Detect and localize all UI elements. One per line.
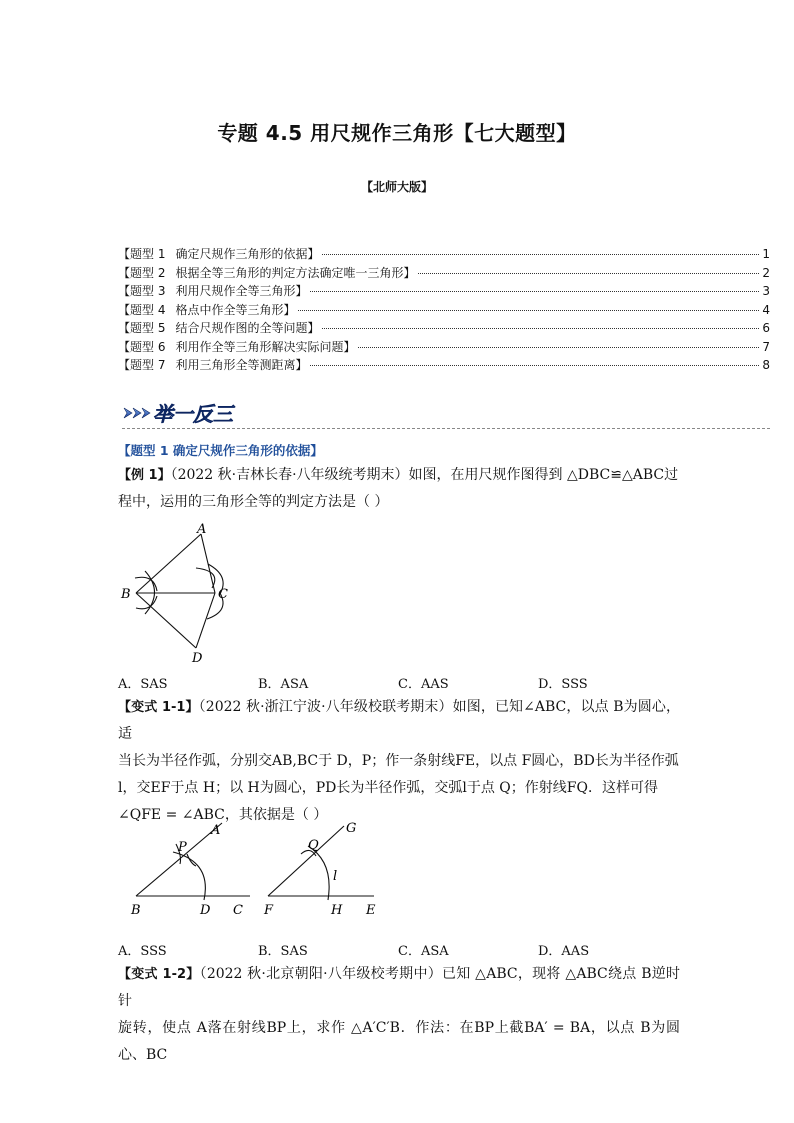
toc-item[interactable]: 【题型 3 利用尺规作全等三角形】 3 [118,284,770,298]
point-label-D: D [192,651,203,666]
toc-page-number: 1 [762,247,770,261]
toc-item[interactable]: 【题型 7 利用三角形全等测距离】 8 [118,358,770,372]
point-label-D: D [200,903,211,918]
divider [122,428,770,429]
variant-1-1-text: 【变式 1-1】（2022 秋·浙江宁波·八年级校联考期末）如图，已知∠ABC，以点 B为圆心，适 当长为半径作弧，分别交AB,BC于 D，P；作一条射线FE，以点 F圆心，BD长为半径作弧 l，交EF于点 H；以 H为圆心，PD长为半径作弧，交弧l于点 Q；作射线FQ．这样可得 ∠QFE = ∠ABC，其依据是（ ） [118,699,680,823]
point-label-C: C [218,587,228,602]
toc-page-number: 8 [762,358,770,372]
arc-label-l: l [333,869,338,884]
point-label-P: P [178,840,187,855]
choice-d[interactable]: D．AAS [538,944,590,959]
choice-c[interactable]: C．AAS [398,677,449,692]
toc-item[interactable]: 【题型 4 格点中作全等三角形】 4 [118,302,770,317]
choice-c[interactable]: C．ASA [398,944,449,959]
toc-item[interactable]: 【题型 1 确定尺规作三角形的依据】 1 [118,247,770,261]
toc-item[interactable]: 【题型 5 结合尺规作图的全等问题】 6 [118,321,770,335]
table-of-contents [118,245,770,375]
choice-b[interactable]: B．SAS [258,944,308,959]
variant-tag: 【变式 1-1】 [118,700,199,715]
toc-page-number: 3 [762,284,770,298]
section-heading: 【题型 1 确定尺规作三角形的依据】 [118,443,323,458]
variant-1-2-text: 【变式 1-2】（2022 秋·北京朝阳·八年级校考期中）已知 △ABC，现将 △ABC绕点 B逆时针 旋转，使点 A落在射线BP上，求作 △A′C′B．作法：在BP上截BA′ = BA，以点 B为圆心、BC [118,966,681,1063]
point-label-E: E [366,903,376,918]
point-label-C: C [233,903,243,918]
point-label-H: H [331,903,343,918]
example-1-figure [112,516,242,666]
choice-d[interactable]: D．SSS [538,677,588,692]
toc-page-number: 7 [762,339,770,354]
point-label-B: B [121,587,131,602]
choice-a[interactable]: A．SSS [118,944,167,959]
point-label-A: A [197,522,207,537]
point-label-B: B [131,903,141,918]
example-tag: 【例 1】 [118,468,171,483]
point-label-A: A [211,823,221,838]
variant-tag: 【变式 1-2】 [118,967,200,982]
banner-text: 举一反三 [153,402,233,426]
point-label-G: G [346,821,357,836]
toc-item[interactable]: 【题型 6 利用作全等三角形解决实际问题】 7 [118,339,770,354]
section-banner [122,398,262,428]
variant-1-1-left-figure [126,818,266,920]
toc-item[interactable]: 【题型 2 根据全等三角形的判定方法确定唯一三角形】 2 [118,265,770,280]
toc-page-number: 6 [762,321,770,335]
toc-page-number: 2 [762,265,770,280]
toc-page-number: 4 [762,302,770,317]
example-1-choices [118,673,678,692]
chevron-arrows-icon [124,408,150,418]
choice-b[interactable]: B．ASA [258,677,309,692]
example-1-text: 【例 1】（2022 秋·吉林长春·八年级统考期末）如图，在用尺规作图得到 △DBC≌△ABC过 程中，运用的三角形全等的判定方法是（ ） [118,467,679,510]
page-title: 专题 4.5 用尺规作三角形【七大题型】 [217,121,577,145]
point-label-F: F [264,903,274,918]
variant-1-1-right-figure [258,816,388,920]
edition-label: 【北师大版】 [360,180,433,194]
variant-1-1-choices [118,940,678,959]
choice-a[interactable]: A．SAS [118,677,168,692]
point-label-Q: Q [308,838,319,853]
